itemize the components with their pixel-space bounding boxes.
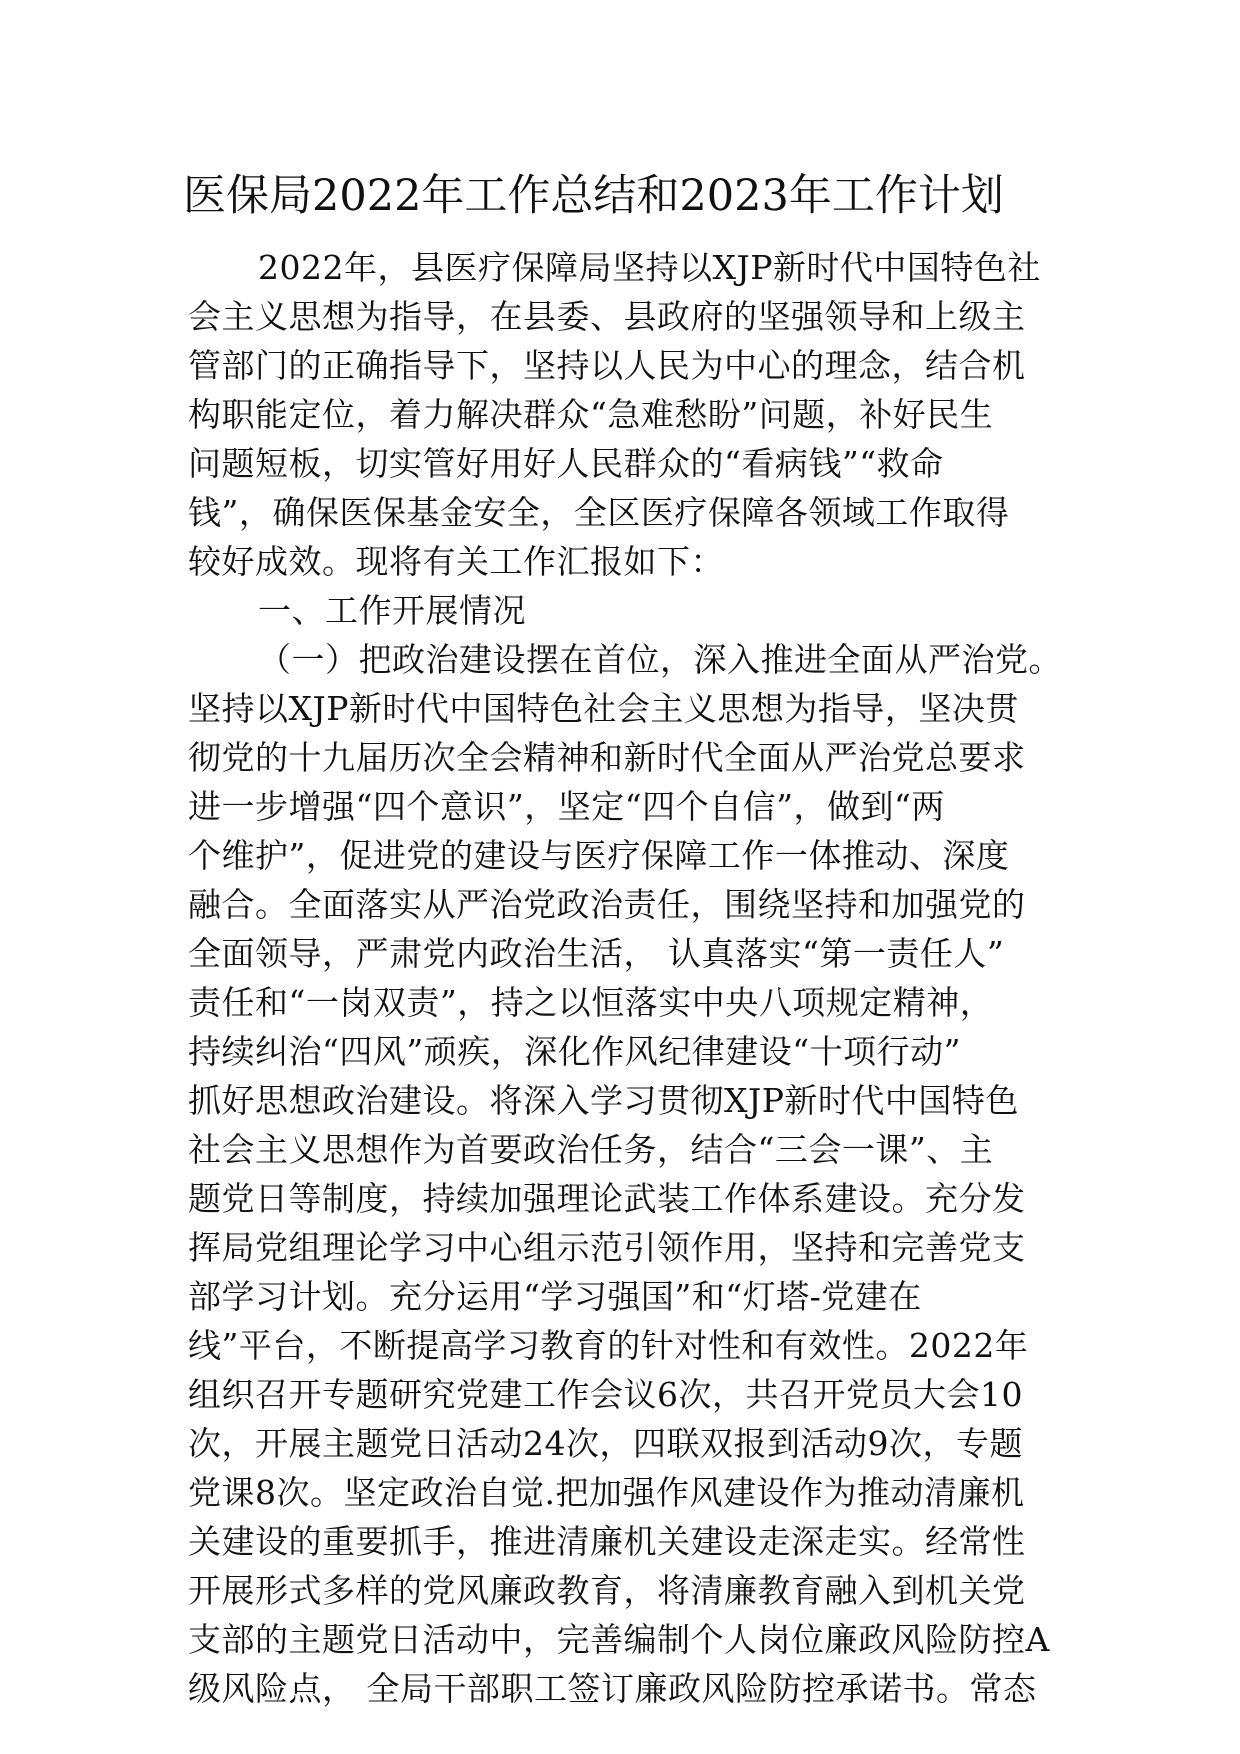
document-title: 医保局2022年工作总结和2023年工作计划 (183, 171, 1004, 221)
paragraph-line: 挥局党组理论学习中心组示范引领作用，坚持和完善党支 (188, 1228, 1026, 1267)
subsection-heading: （一）把政治建设摆在首位，深入推进全面从严治党。 (258, 640, 1062, 679)
paragraph-line: 党课8次。坚定政治自觉.把加强作风建设作为推动清廉机 (188, 1473, 1025, 1512)
paragraph-line: 次，开展主题党日活动24次，四联双报到活动9次，专题 (188, 1424, 1023, 1463)
paragraph-line: 问题短板，切实管好用好人民群众的“看病钱”“救命 (188, 444, 944, 483)
paragraph-line: 支部的主题党日活动中，完善编制个人岗位廉政风险防控A (188, 1620, 1050, 1659)
paragraph-line: 社会主义思想作为首要政治任务，结合“三会一课”、主 (188, 1130, 994, 1169)
paragraph-line: 管部门的正确指导下，坚持以人民为中心的理念，结合机 (188, 346, 1026, 385)
paragraph-line: 构职能定位，着力解决群众“急难愁盼”问题，补好民生 (188, 395, 994, 434)
paragraph-line: 彻党的十九届历次全会精神和新时代全面从严治党总要求 (188, 738, 1026, 777)
section-heading: 一、工作开展情况 (258, 591, 526, 630)
paragraph-line: 开展形式多样的党风廉政教育，将清廉教育融入到机关党 (188, 1571, 1026, 1610)
paragraph-line: 2022年，县医疗保障局坚持以XJP新时代中国特色社 (258, 248, 1041, 287)
paragraph-line: 责任和“一岗双责”，持之以恒落实中央八项规定精神， (188, 983, 994, 1022)
paragraph-line: 题党日等制度，持续加强理论武装工作体系建设。充分发 (188, 1179, 1026, 1218)
document-body (188, 243, 1068, 1713)
paragraph-line: 钱”，确保医保基金安全，全区医疗保障各领域工作取得 (188, 493, 1010, 532)
paragraph-line: 坚持以XJP新时代中国特色社会主义思想为指导，坚决贯 (188, 689, 1019, 728)
paragraph-line: 部学习计划。充分运用“学习强国”和“灯塔-党建在 (188, 1277, 922, 1316)
paragraph-line: 较好成效。现将有关工作汇报如下： (188, 542, 724, 581)
paragraph-line: 抓好思想政治建设。将深入学习贯彻XJP新时代中国特色 (188, 1081, 1019, 1120)
paragraph-line: 线”平台，不断提高学习教育的针对性和有效性。2022年 (188, 1326, 1029, 1365)
paragraph-line: 融合。全面落实从严治党政治责任，围绕坚持和加强党的 (188, 885, 1026, 924)
paragraph-line: 级风险点， 全局干部职工签订廉政风险防控承诺书。常态 (188, 1669, 1037, 1708)
paragraph-line: 进一步增强“四个意识”，坚定“四个自信”，做到“两 (188, 787, 945, 826)
paragraph-line: 个维护”，促进党的建设与医疗保障工作一体推动、深度 (188, 836, 1010, 875)
paragraph-line: 组织召开专题研究党建工作会议6次，共召开党员大会10 (188, 1375, 1023, 1414)
paragraph-line: 全面领导，严肃党内政治生活， 认真落实“第一责任人” (188, 934, 1005, 973)
paragraph-line: 持续纠治“四风”顽疾，深化作风纪律建设“十项行动” (188, 1032, 961, 1071)
paragraph-line: 会主义思想为指导，在县委、县政府的坚强领导和上级主 (188, 297, 1026, 336)
paragraph-line: 关建设的重要抓手，推进清廉机关建设走深走实。经常性 (188, 1522, 1026, 1561)
